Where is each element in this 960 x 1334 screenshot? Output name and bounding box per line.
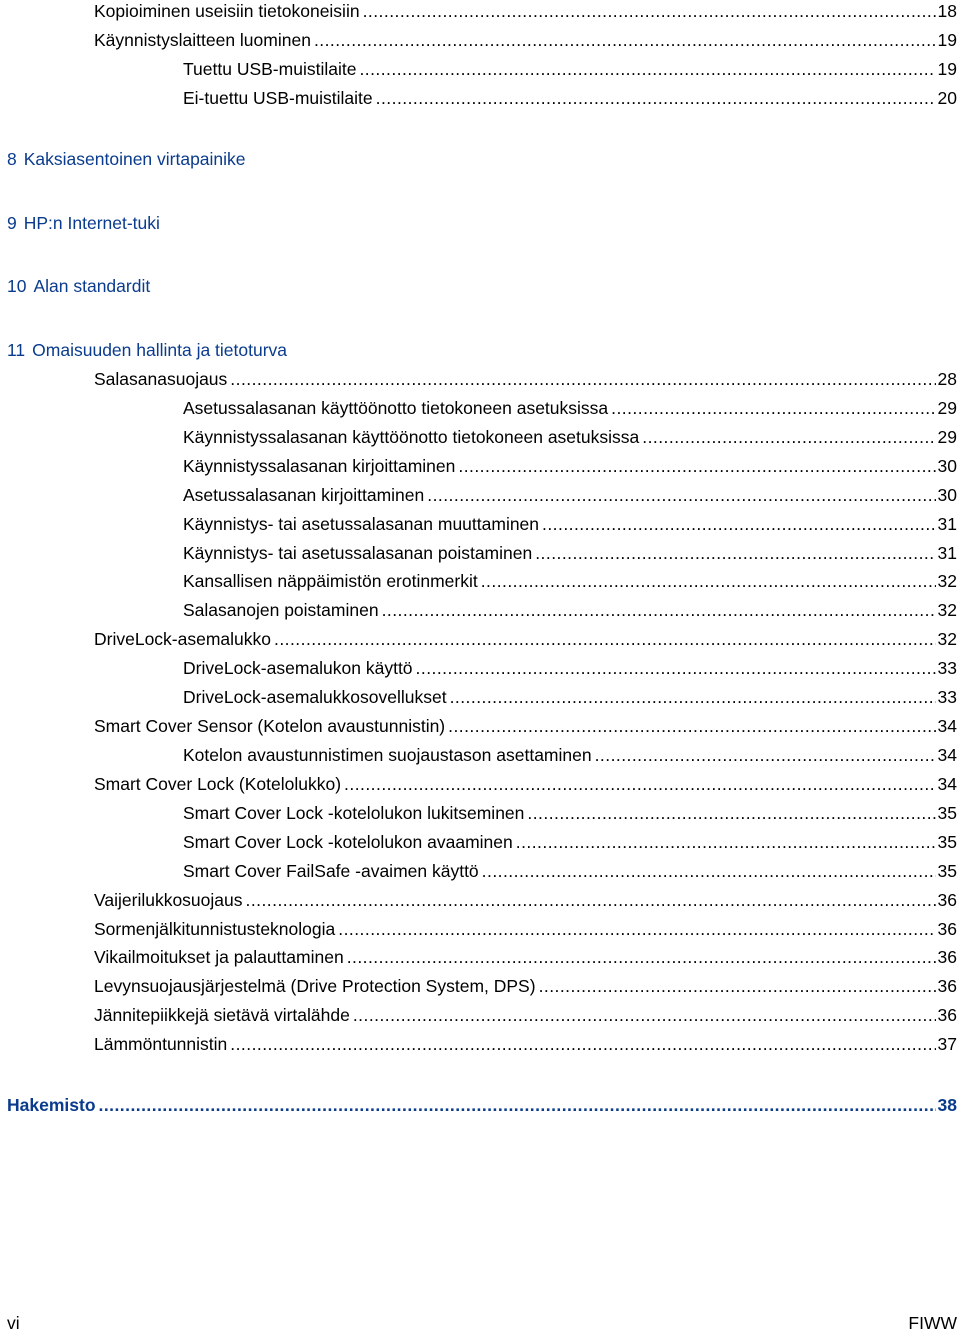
toc-entry[interactable] bbox=[183, 87, 957, 109]
toc-entry-title: DriveLock-asemalukkosovellukset bbox=[183, 687, 447, 708]
chapter-title: Kaksiasentoinen virtapainike bbox=[23, 149, 246, 169]
toc-entry-title: Smart Cover Lock -kotelolukon avaaminen bbox=[183, 831, 513, 852]
toc-entry-title: Ei-tuettu USB-muistilaite bbox=[183, 88, 373, 108]
toc-entry-title: Kotelon avaustunnistimen suojaustason asettaminen bbox=[183, 745, 592, 765]
chapter-title: Alan standardit bbox=[33, 276, 151, 296]
toc-entry-page: 19 bbox=[937, 59, 957, 79]
toc-entry[interactable] bbox=[183, 802, 957, 824]
toc-entry[interactable] bbox=[183, 686, 957, 708]
dot-leader bbox=[535, 542, 935, 564]
dot-leader bbox=[527, 802, 935, 824]
toc-entry[interactable] bbox=[94, 29, 957, 51]
dot-leader bbox=[481, 570, 936, 592]
dot-leader bbox=[482, 860, 936, 882]
chapter-number: 10 bbox=[7, 276, 27, 296]
toc-entry-index[interactable] bbox=[7, 1094, 957, 1116]
dot-leader bbox=[99, 1094, 936, 1116]
toc-entry[interactable] bbox=[183, 831, 957, 853]
toc-entry-page: 32 bbox=[937, 629, 957, 650]
toc-entry-page: 36 bbox=[937, 947, 957, 968]
toc-entry-page: 38 bbox=[937, 1095, 957, 1115]
toc-entry-page: 35 bbox=[937, 860, 957, 881]
chapter-title: HP:n Internet-tuki bbox=[23, 213, 160, 233]
toc-entry-page: 33 bbox=[937, 687, 957, 708]
toc-entry-title: Tuettu USB-muistilaite bbox=[183, 59, 357, 79]
dot-leader bbox=[359, 58, 935, 80]
toc-entry-page: 29 bbox=[937, 426, 957, 447]
toc-entry-title: Salasanojen poistaminen bbox=[183, 600, 379, 621]
toc-entry[interactable] bbox=[94, 0, 957, 22]
dot-leader bbox=[363, 0, 936, 22]
dot-leader bbox=[230, 1033, 935, 1055]
toc-entry-page: 32 bbox=[937, 571, 957, 592]
toc-entry-title: Asetussalasanan käyttöönotto tietokoneen asetuksissa bbox=[183, 397, 609, 418]
toc-entry-page: 35 bbox=[937, 802, 957, 823]
toc-entry-title: Smart Cover Lock -kotelolukon lukitseminen bbox=[183, 802, 525, 823]
toc-entry-page: 36 bbox=[937, 889, 957, 910]
toc-entry-page: 37 bbox=[937, 1034, 957, 1055]
toc-entry-title: Smart Cover Sensor (Kotelon avaustunnistin) bbox=[94, 716, 446, 736]
dot-leader bbox=[642, 426, 935, 448]
toc-entry[interactable] bbox=[94, 715, 957, 737]
dot-leader bbox=[353, 1004, 936, 1026]
dot-leader bbox=[450, 686, 936, 708]
toc-entry-page: 31 bbox=[937, 542, 957, 563]
toc-entry[interactable] bbox=[94, 1004, 957, 1026]
dot-leader bbox=[347, 946, 936, 968]
dot-leader bbox=[376, 87, 936, 109]
toc-entry-title: Lämmöntunnistin bbox=[94, 1034, 228, 1055]
chapter-heading-9[interactable] bbox=[7, 212, 160, 234]
toc-entry[interactable] bbox=[183, 455, 957, 477]
toc-entry[interactable] bbox=[94, 1033, 957, 1055]
toc-entry-title: Smart Cover Lock (Kotelolukko) bbox=[94, 773, 342, 794]
toc-entry-title: Käynnistys- tai asetussalasanan poistaminen bbox=[183, 542, 533, 563]
toc-entry-title: Sormenjälkitunnistusteknologia bbox=[94, 918, 336, 939]
dot-leader bbox=[458, 455, 935, 477]
toc-entry-page: 36 bbox=[937, 1005, 957, 1026]
toc-entry[interactable] bbox=[183, 513, 957, 535]
toc-entry-page: 30 bbox=[937, 484, 957, 505]
toc-entry[interactable] bbox=[183, 599, 957, 621]
toc-entry[interactable] bbox=[94, 975, 957, 997]
toc-entry-page: 36 bbox=[937, 976, 957, 997]
dot-leader bbox=[595, 744, 936, 766]
chapter-number: 9 bbox=[7, 213, 17, 233]
toc-entry-page: 28 bbox=[937, 369, 957, 389]
toc-entry-page: 32 bbox=[937, 600, 957, 621]
toc-entry-title: Asetussalasanan kirjoittaminen bbox=[183, 484, 425, 505]
toc-entry-page: 34 bbox=[937, 716, 957, 736]
toc-entry-title: DriveLock-asemalukon käyttö bbox=[183, 658, 413, 679]
toc-entry-title: Käynnistyssalasanan kirjoittaminen bbox=[183, 455, 456, 476]
toc-entry-title: Kansallisen näppäimistön erotinmerkit bbox=[183, 571, 478, 592]
toc-entry[interactable] bbox=[183, 744, 957, 766]
toc-entry-page: 20 bbox=[937, 88, 957, 108]
toc-entry-title: Smart Cover FailSafe -avaimen käyttö bbox=[183, 860, 479, 881]
toc-entry[interactable] bbox=[183, 397, 957, 419]
dot-leader bbox=[344, 773, 935, 795]
toc-entry-title: Levynsuojausjärjestelmä (Drive Protection System, DPS) bbox=[94, 976, 536, 997]
chapter-number: 8 bbox=[7, 149, 17, 169]
dot-leader bbox=[338, 918, 935, 940]
page-number: vi bbox=[7, 1313, 20, 1333]
locale-code: FIWW bbox=[908, 1313, 957, 1333]
toc-entry[interactable] bbox=[183, 58, 957, 80]
dot-leader bbox=[314, 29, 936, 51]
toc-entry-page: 35 bbox=[937, 831, 957, 852]
toc-entry[interactable] bbox=[94, 889, 957, 911]
dot-leader bbox=[382, 599, 936, 621]
dot-leader bbox=[448, 715, 935, 737]
toc-entry-title: Kopioiminen useisiin tietokoneisiin bbox=[94, 1, 360, 21]
toc-entry-page: 34 bbox=[937, 773, 957, 794]
toc-entry[interactable] bbox=[183, 657, 957, 679]
toc-entry-page: 18 bbox=[937, 1, 957, 21]
dot-leader bbox=[542, 513, 936, 535]
toc-entry-title: DriveLock-asemalukko bbox=[94, 629, 272, 650]
chapter-heading-8[interactable] bbox=[7, 148, 246, 170]
toc-entry[interactable] bbox=[183, 542, 957, 564]
toc-entry[interactable] bbox=[183, 860, 957, 882]
toc-entry[interactable] bbox=[94, 946, 957, 968]
toc-entry[interactable] bbox=[94, 368, 957, 390]
toc-entry-page: 30 bbox=[937, 455, 957, 476]
toc-entry[interactable] bbox=[183, 484, 957, 506]
dot-leader bbox=[274, 628, 936, 650]
dot-leader bbox=[539, 975, 936, 997]
dot-leader bbox=[416, 657, 936, 679]
chapter-heading-11[interactable] bbox=[7, 339, 287, 361]
dot-leader bbox=[230, 368, 935, 390]
toc-entry-title: Salasanasuojaus bbox=[94, 369, 228, 389]
toc-entry-title: Käynnistyssalasanan käyttöönotto tietokoneen asetuksissa bbox=[183, 426, 640, 447]
toc-entry[interactable] bbox=[183, 570, 957, 592]
toc-entry-title: Käynnistyslaitteen luominen bbox=[94, 30, 311, 50]
toc-entry-title: Vaijerilukkosuojaus bbox=[94, 889, 243, 910]
chapter-number: 11 bbox=[7, 340, 26, 360]
toc-entry-page: 34 bbox=[937, 745, 957, 765]
toc-entry-title: Hakemisto bbox=[7, 1095, 96, 1115]
toc-entry[interactable] bbox=[94, 628, 957, 650]
toc-entry-page: 36 bbox=[937, 918, 957, 939]
chapter-heading-10[interactable] bbox=[7, 275, 150, 297]
dot-leader bbox=[427, 484, 935, 506]
toc-entry[interactable] bbox=[94, 773, 957, 795]
toc-entry-page: 31 bbox=[937, 513, 957, 534]
dot-leader bbox=[516, 831, 936, 853]
toc-entry-title: Käynnistys- tai asetussalasanan muuttaminen bbox=[183, 513, 540, 534]
toc-entry[interactable] bbox=[183, 426, 957, 448]
dot-leader bbox=[611, 397, 935, 419]
toc-entry-page: 29 bbox=[937, 397, 957, 418]
dot-leader bbox=[246, 889, 936, 911]
chapter-title: Omaisuuden hallinta ja tietoturva bbox=[32, 340, 288, 360]
toc-entry-title: Jännitepiikkejä sietävä virtalähde bbox=[94, 1005, 350, 1026]
toc-entry-title: Vikailmoitukset ja palauttaminen bbox=[94, 947, 344, 968]
toc-entry-page: 19 bbox=[937, 30, 957, 50]
toc-entry[interactable] bbox=[94, 918, 957, 940]
toc-entry-page: 33 bbox=[937, 658, 957, 679]
